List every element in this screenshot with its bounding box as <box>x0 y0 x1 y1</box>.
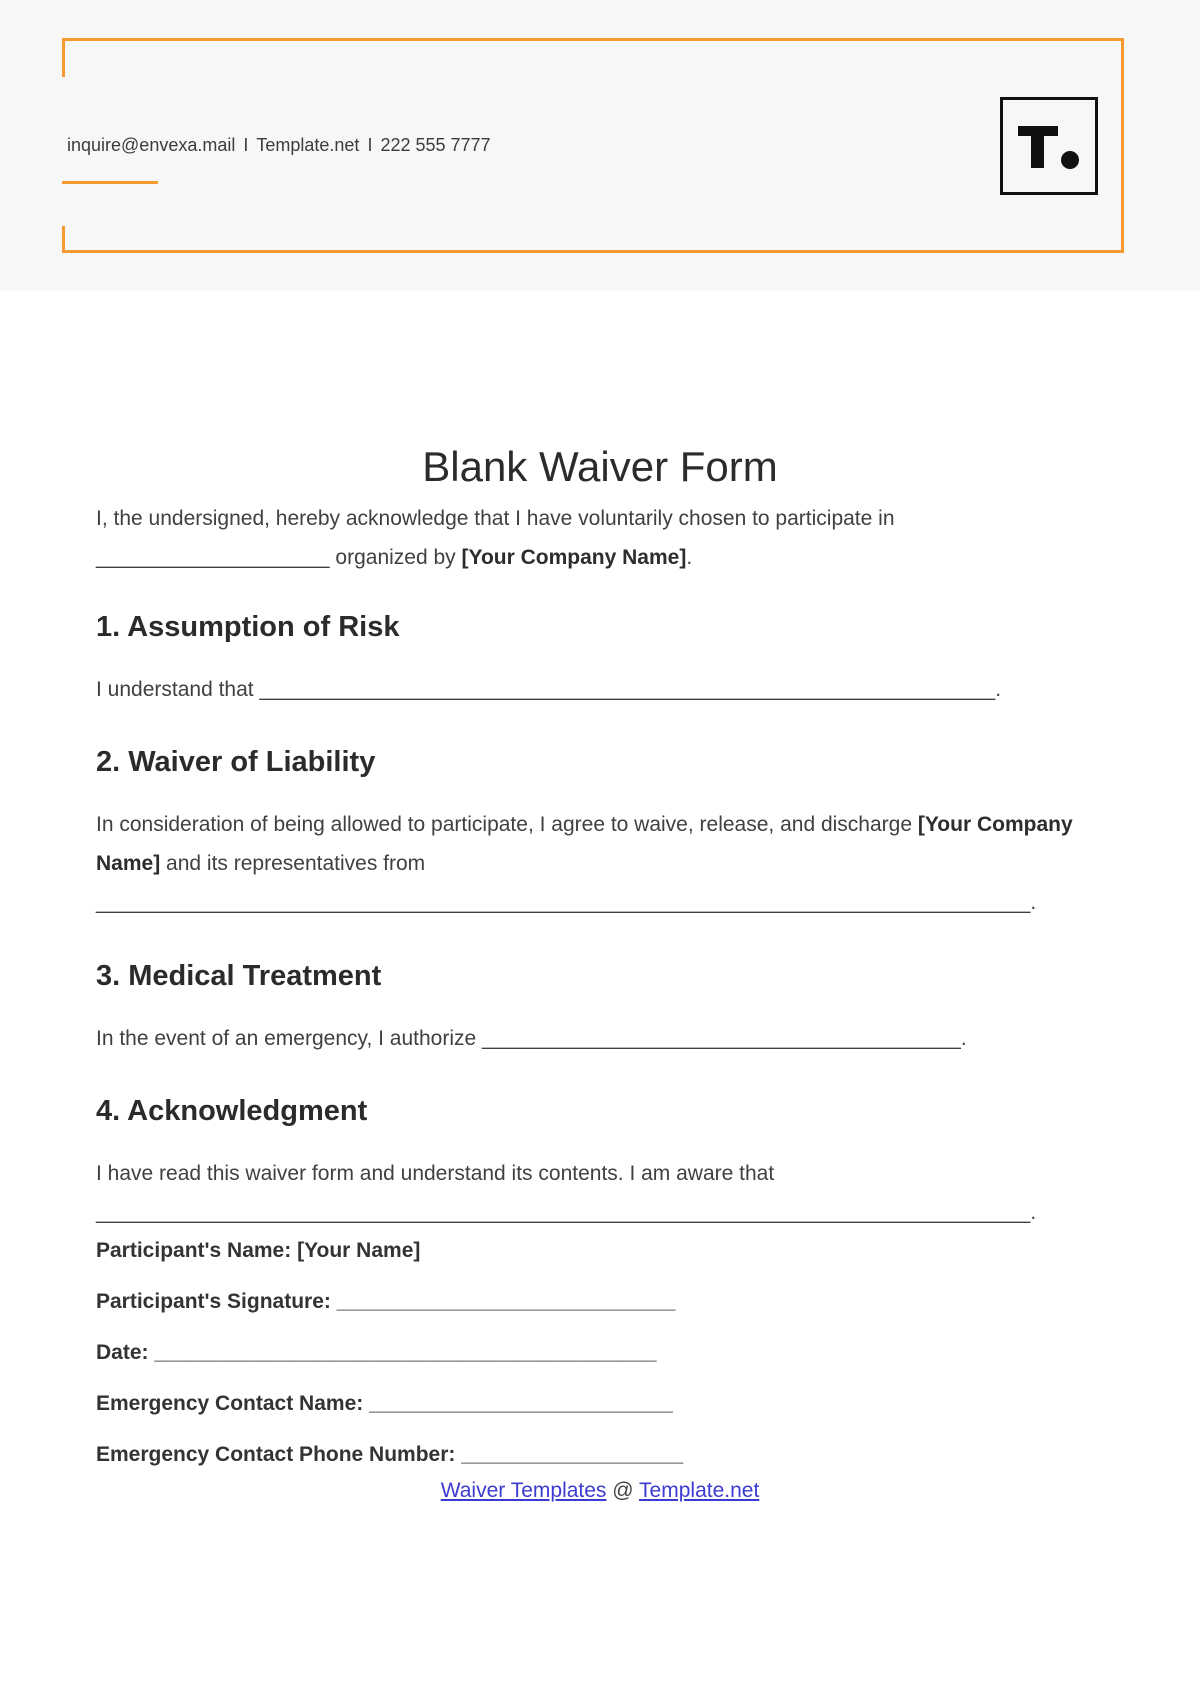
acknowledgment-blank-line: ________________________________________________________________________________. <box>96 1201 1037 1224</box>
section-text-assumption-of-risk: I understand that _______________________________________________________________. <box>96 678 1002 701</box>
intro-organized-by: organized by <box>329 546 462 569</box>
section-text-waiver-of-liability: In consideration of being allowed to participate, I agree to waive, release, and discharge [Your Company Name] and its representatives from ________________________________________________________________________________. <box>96 813 1073 914</box>
section-heading-assumption-of-risk: 1. Assumption of Risk <box>96 611 400 643</box>
section-text-acknowledgment: I have read this waiver form and understand its contents. I am aware that ________________________________________________________________________________. <box>96 1162 1037 1224</box>
field-date: Date: ___________________________________________ <box>96 1341 657 1364</box>
header-band <box>0 0 1200 291</box>
intro-blank: ____________________ <box>96 546 330 569</box>
section-heading-acknowledgment: 4. Acknowledgment <box>96 1095 368 1127</box>
field-participant-name: Participant's Name: [Your Name] <box>96 1239 421 1262</box>
header-frame-right <box>1121 38 1124 253</box>
footer-credit: Waiver Templates @ Template.net <box>440 1479 760 1502</box>
intro-line: I, the undersigned, hereby acknowledge that I have voluntarily chosen to participate in <box>96 507 895 530</box>
section-heading-medical-treatment: 3. Medical Treatment <box>96 960 382 992</box>
contact-separator: I <box>367 135 373 155</box>
liability-company-name: [Your Company Name] <box>96 813 1073 875</box>
company-logo <box>1000 97 1098 195</box>
intro-company-name: [Your Company Name] <box>461 546 687 569</box>
waiver-templates-link[interactable]: Waiver Templates <box>440 1479 607 1502</box>
header-frame-left-top <box>62 38 65 77</box>
field-emergency-contact-name: Emergency Contact Name: __________________________ <box>96 1392 673 1415</box>
header-frame-top <box>62 38 1124 41</box>
contact-email: inquire@envexa.mail <box>67 135 236 155</box>
page-title: Blank Waiver Form <box>422 443 778 490</box>
contact-separator: I <box>243 135 249 155</box>
contact-accent-line <box>62 181 158 184</box>
field-emergency-contact-phone: Emergency Contact Phone Number: ___________________ <box>96 1443 684 1466</box>
logo-mark-icon <box>1014 116 1084 176</box>
intro-paragraph: I, the undersigned, hereby acknowledge that I have voluntarily chosen to participate in ____________________ organized by [Your Company Name]. <box>96 507 895 569</box>
template-net-link[interactable]: Template.net <box>639 1479 760 1502</box>
header-frame-left-bottom <box>62 226 65 253</box>
contact-phone: 222 555 7777 <box>380 135 491 155</box>
contact-website: Template.net <box>256 135 360 155</box>
field-participant-signature: Participant's Signature: _____________________________ <box>96 1290 676 1313</box>
section-text-medical-treatment: In the event of an emergency, I authorize _________________________________________. <box>96 1027 967 1050</box>
contact-line <box>67 135 491 156</box>
liability-blank-line: ________________________________________________________________________________. <box>96 891 1037 914</box>
header-frame-bottom <box>62 250 1124 253</box>
section-heading-waiver-of-liability: 2. Waiver of Liability <box>96 746 376 778</box>
